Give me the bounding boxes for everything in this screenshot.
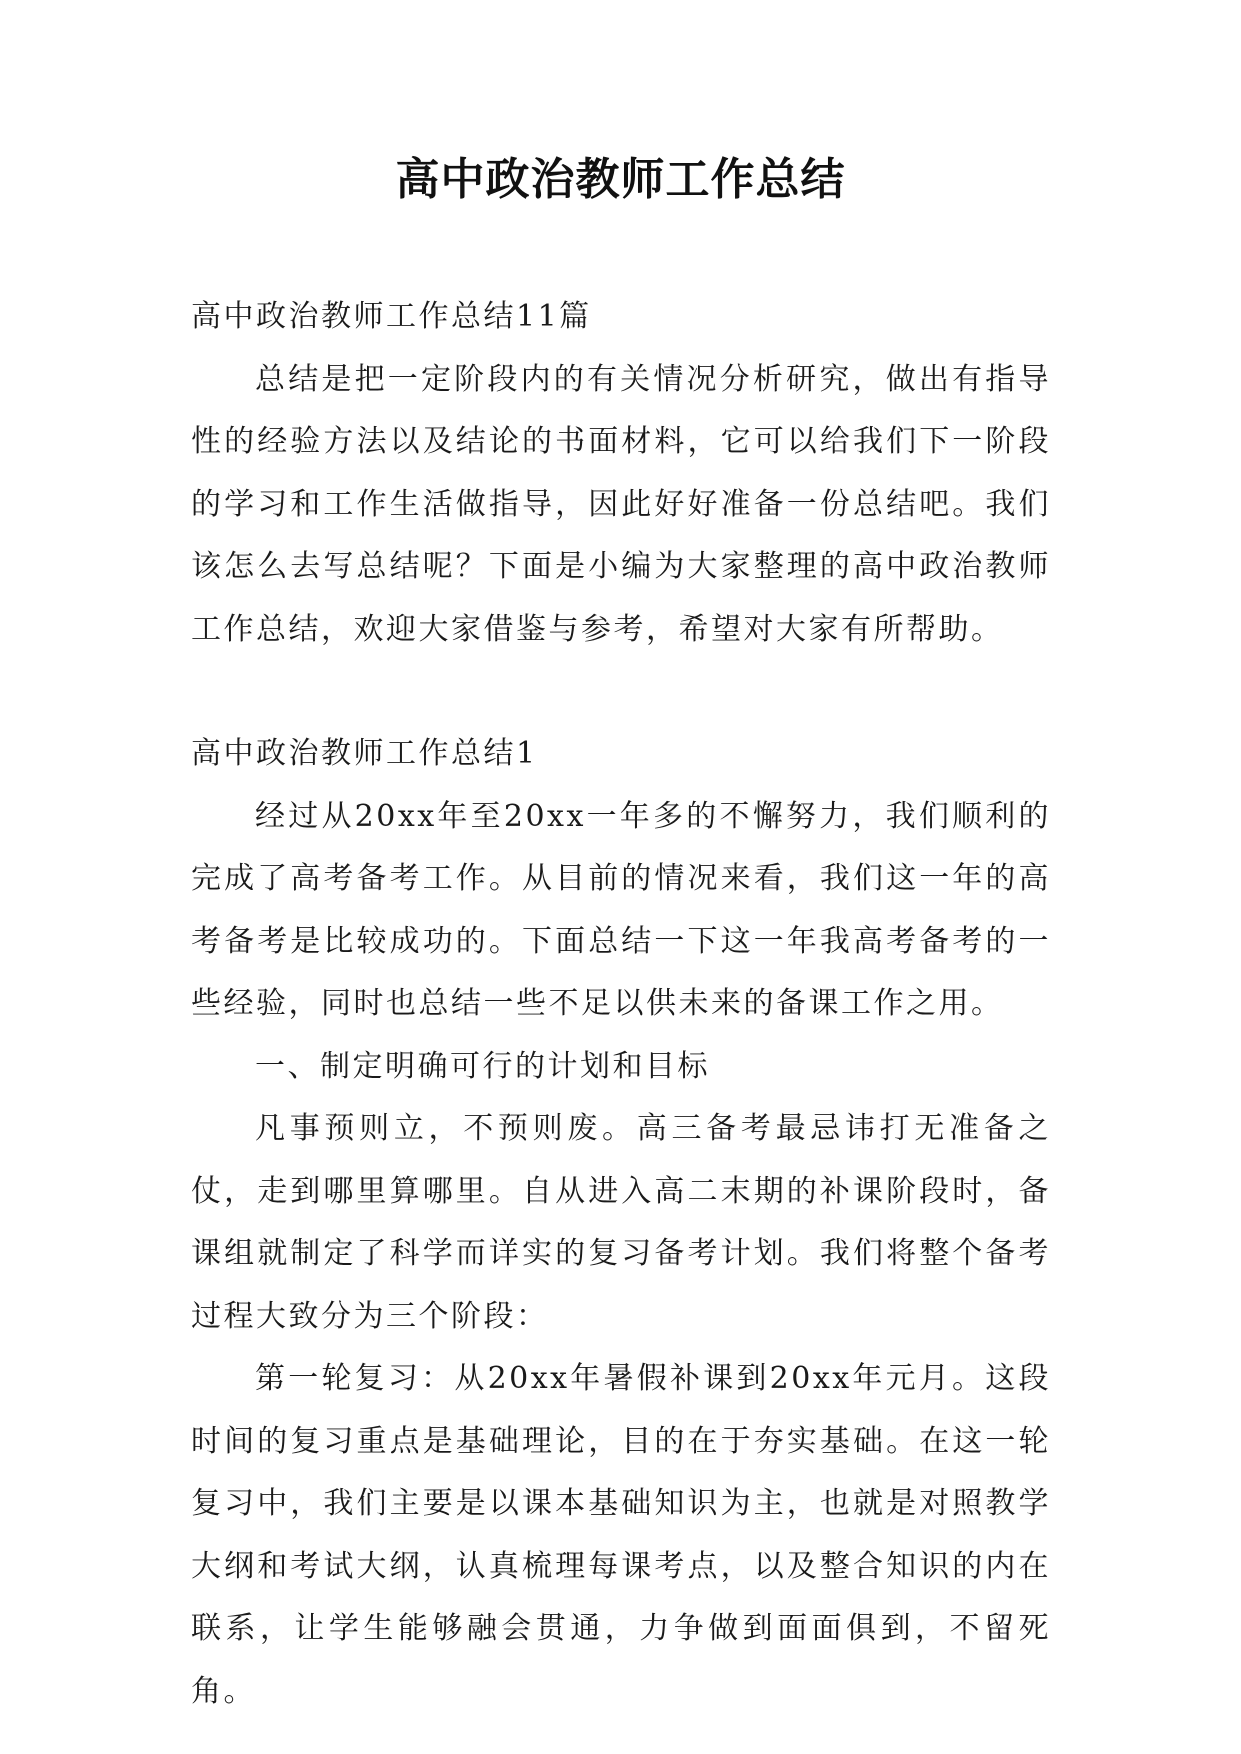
section-heading: 高中政治教师工作总结1 [191,736,538,771]
document-body [191,286,1051,1723]
body-paragraph: 经过从20xx年至20xx一年多的不懈努力，我们顺利的完成了高考备考工作。从目前的情况来看，我们这一年的高考备考是比较成功的。下面总结一下这一年我高考备考的一些经验，同时也总结一些不足以供未来的备课工作之用。 [191,798,1051,1021]
document-subtitle: 高中政治教师工作总结11篇 [191,299,592,334]
intro-paragraph: 总结是把一定阶段内的有关情况分析研究，做出有指导性的经验方法以及结论的书面材料，它可以给我们下一阶段的学习和工作生活做指导，因此好好准备一份总结吧。我们该怎么去写总结呢？下面是小编为大家整理的高中政治教师工作总结，欢迎大家借鉴与参考，希望对大家有所帮助。 [191,361,1051,647]
document-title: 高中政治教师工作总结 [395,154,846,205]
body-paragraph: 第一轮复习：从20xx年暑假补课到20xx年元月。这段时间的复习重点是基础理论，目的在于夯实基础。在这一轮复习中，我们主要是以课本基础知识为主，也就是对照教学大纲和考试大纲，认真梳理每课考点，以及整合知识的内在联系，让学生能够融会贯通，力争做到面面俱到，不留死角。 [191,1361,1051,1709]
subsection-heading: 一、制定明确可行的计划和目标 [255,1048,710,1084]
section-spacer [191,661,1051,723]
body-paragraph: 凡事预则立，不预则废。高三备考最忌讳打无准备之仗，走到哪里算哪里。自从进入高二末期的补课阶段时，备课组就制定了科学而详实的复习备考计划。我们将整个备考过程大致分为三个阶段： [191,1111,1051,1334]
